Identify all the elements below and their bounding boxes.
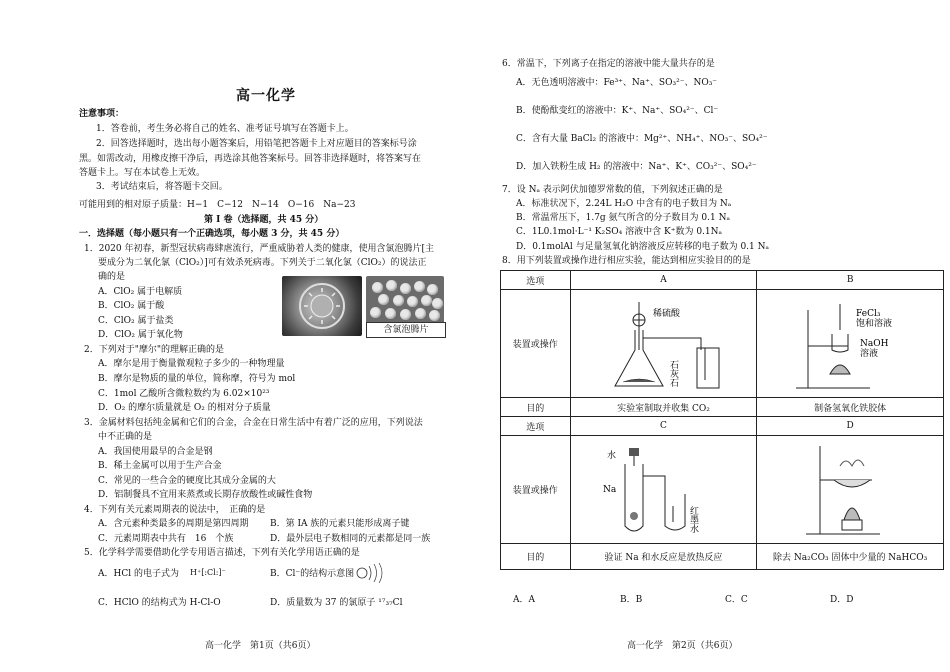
atomic-masses: 可能用到的相对原子质量：H−1 C−12 N−14 O−16 Na−23 [79, 200, 356, 210]
option-c: C．元素周期表中共有 16 个族 [98, 534, 234, 544]
answer-c: C．C [725, 595, 748, 605]
option-d: D．最外层电子数相同的元素都是同一族 [270, 534, 431, 544]
notice-item: 黑。如需改动，用橡皮擦干净后，再选涂其他答案标号。回答非选择题时，将答案写在 [79, 154, 422, 164]
experiment-table [500, 270, 944, 570]
label-water: 水 [607, 451, 617, 461]
label-saturated-solution: 饱和溶液 [856, 319, 893, 329]
purpose-a: 实验室制取并收集 CO₂ [570, 398, 757, 417]
label-naoh: NaOH [860, 339, 889, 349]
purpose-d: 除去 Na₂CO₃ 固体中少量的 NaHCO₃ [757, 544, 944, 570]
option-a: A．标准状况下，2.24L H₂O 中含有的电子数目为 Nₐ [516, 199, 732, 209]
page-2 [475, 0, 950, 672]
header-option: 选项 [501, 271, 571, 290]
question-8: 8．用下列装置或操作进行相应实验，能达到相应实验目的的是 [502, 256, 751, 266]
notice-item: 答题卡上。写在本试卷上无效。 [79, 168, 206, 178]
notice-item: 3．考试结束后，将答题卡交回。 [96, 182, 228, 192]
option-b: B．第 IA 族的元素只能形成离子键 [270, 519, 410, 529]
question-7: 7．设 Nₐ 表示阿伏加德罗常数的值，下列叙述正确的是 [502, 185, 723, 195]
option-a: A．我国使用最早的合金是钢 [98, 447, 213, 457]
option-b: B．常温常压下，1.7g 氨气所含的分子数目为 0.1 Nₐ [516, 213, 730, 223]
na-water-heat-apparatus [573, 436, 753, 540]
column-c: C [570, 417, 757, 436]
option-b: B．Cl⁻的结构示意图 [270, 569, 355, 579]
notice-heading: 注意事项： [79, 109, 125, 119]
label-limestone: 石灰石 [668, 360, 679, 387]
option-c: C．常见的一些合金的硬度比其成分金属的大 [98, 476, 276, 486]
question-6: 6．常温下，下列离子在指定的溶液中能大量共存的是 [502, 59, 715, 69]
answer-b: B．B [620, 595, 643, 605]
label-solution: 溶液 [860, 349, 879, 359]
colloid-preparation-apparatus [760, 290, 940, 394]
option-a: A．ClO₂ 属于电解质 [98, 287, 183, 297]
notice-item: 1．答卷前，考生务必将自己的姓名、准考证号填写在答题卡上。 [96, 124, 354, 134]
label-fecl3: FeCl₃ [856, 309, 881, 319]
apparatus-b [757, 290, 944, 398]
hcl-electron-formula: H⁺[:Cl:]⁻ [190, 568, 226, 577]
option-d: D．铝制餐具不宜用来蒸煮或长期存放酸性或碱性食物 [98, 490, 313, 500]
option-d: D．质量数为 37 的氯原子 ¹⁷₃₇Cl [270, 598, 403, 608]
heating-crucible-apparatus [760, 436, 940, 540]
column-a: A [570, 271, 757, 290]
option-a: A．摩尔是用于衡量微观粒子多少的一种物理量 [98, 359, 285, 369]
question-1: 1．2020 年初春，新型冠状病毒肆虐流行，严重威胁着人类的健康，使用含氯泡腾片[主 [84, 244, 435, 254]
apparatus-a [570, 290, 757, 398]
answer-a: A．A [513, 595, 535, 605]
question-5: 5．化学科学需要借助化学专用语言描述，下列有关化学用语正确的是 [84, 548, 360, 558]
option-b: B．ClO₂ 属于酸 [98, 301, 165, 311]
page-title: 高一化学 [236, 88, 296, 104]
option-b: B．使酚酞变红的溶液中：K⁺、Na⁺、SO₄²⁻、Cl⁻ [516, 106, 719, 116]
virus-icon [282, 276, 362, 336]
question-3-cont: 中不正确的是 [98, 432, 153, 442]
column-d: D [757, 417, 944, 436]
option-d: D．加入铁粉生成 H₂ 的溶液中：Na⁺、K⁺、CO₃²⁻、SO₄²⁻ [516, 162, 757, 172]
section-heading: 一．选择题（每小题只有一个正确选项，每小题 3 分，共 45 分） [79, 229, 345, 239]
option-d: D．O₂ 的摩尔质量就是 O₂ 的相对分子质量 [98, 403, 271, 413]
purpose-b: 制备氢氧化铁胶体 [757, 398, 944, 417]
header-option: 选项 [501, 417, 571, 436]
option-c: C．1L0.1mol·L⁻¹ K₂SO₄ 溶液中含 K⁺数为 0.1Nₐ [516, 227, 722, 237]
option-c: C．HClO 的结构式为 H-Cl-O [98, 598, 221, 608]
option-c: C．ClO₂ 属于盐类 [98, 316, 174, 326]
question-3: 3．金属材料包括纯金属和它们的合金，合金在日常生活中有着广泛的应用，下列说法 [84, 418, 423, 428]
co2-generation-apparatus [573, 290, 753, 394]
header-device: 装置或操作 [501, 436, 571, 544]
label-red-ink: 红墨水 [688, 506, 699, 533]
answer-d: D．D [830, 595, 854, 605]
question-1-cont: 要成分为二氧化氯（ClO₂）]可有效杀死病毒。下列关于二氧化氯（ClO₂）的说法正 [98, 258, 427, 268]
part-title: 第 I 卷（选择题，共 45 分） [204, 215, 324, 225]
label-dilute-sulfuric-acid: 稀硫酸 [653, 309, 681, 319]
label-na: Na [603, 485, 617, 495]
notice-item: 2．回答选择题时，选出每小题答案后，用铅笔把答题卡上对应题目的答案标号涂 [96, 139, 417, 149]
purpose-c: 验证 Na 和水反应是放热反应 [570, 544, 757, 570]
cl-ion-structure-diagram [355, 560, 387, 586]
option-a: A．HCl 的电子式为 [98, 569, 179, 579]
question-4: 4．下列有关元素周期表的说法中， 正确的是 [84, 505, 266, 515]
header-purpose: 目的 [501, 398, 571, 417]
question-1-cont: 确的是 [98, 272, 126, 282]
page-footer: 高一化学 第2页（共6页） [627, 641, 738, 651]
apparatus-c [570, 436, 757, 544]
option-a: A．无色透明溶液中：Fe³⁺、Na⁺、SO₃²⁻、NO₃⁻ [516, 78, 718, 88]
option-d: D．0.1molAl 与足量氢氧化钠溶液反应转移的电子数为 0.1 Nₐ [516, 242, 769, 252]
option-a: A．含元素种类最多的周期是第四周期 [98, 519, 249, 529]
apparatus-d [757, 436, 944, 544]
option-c: C．1mol 乙酸所含微粒数约为 6.02×10²³ [98, 389, 270, 399]
virus-photo [282, 276, 362, 336]
header-purpose: 目的 [501, 544, 571, 570]
header-device: 装置或操作 [501, 290, 571, 398]
question-2: 2．下列对于"摩尔"的理解正确的是 [84, 345, 225, 355]
option-b: B．摩尔是物质的量的单位，简称摩，符号为 mol [98, 374, 296, 384]
page-footer: 高一化学 第1页（共6页） [205, 641, 316, 651]
column-b: B [757, 271, 944, 290]
option-b: B．稀土金属可以用于生产合金 [98, 461, 222, 471]
photo-caption: 含氯泡腾片 [366, 322, 446, 338]
option-d: D．ClO₂ 属于氧化物 [98, 330, 183, 340]
option-c: C．含有大量 BaCl₂ 的溶液中：Mg²⁺、NH₄⁺、NO₃⁻、SO₄²⁻ [516, 134, 768, 144]
